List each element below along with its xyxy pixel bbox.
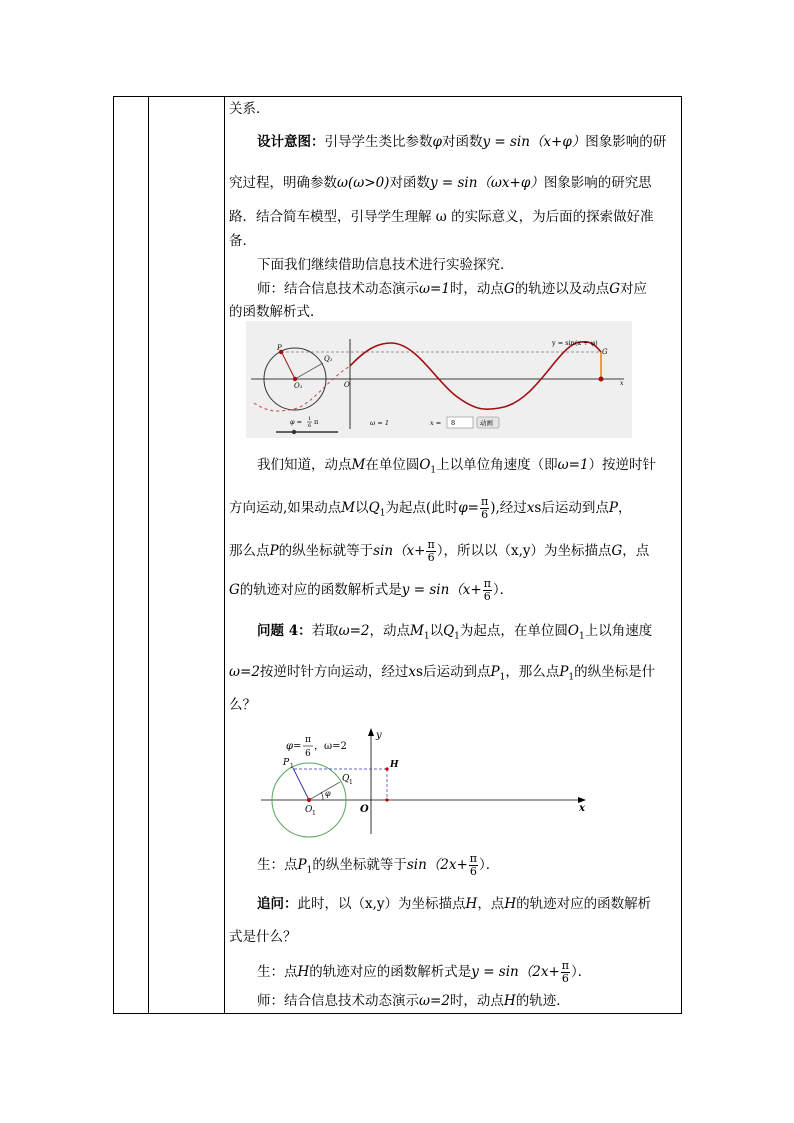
text: 若取: [311, 623, 339, 639]
text: ，点: [477, 896, 505, 912]
text: ）按逆时针: [588, 457, 657, 473]
fig2-label-H: H: [390, 760, 399, 770]
math: ）: [436, 543, 444, 559]
text: 的纵坐标就等于: [278, 543, 374, 559]
text: 图象影响的研: [585, 134, 667, 150]
fig2-y-arrow: [368, 728, 374, 736]
paragraph-line-4: [229, 578, 681, 603]
text: 上以角速度: [584, 623, 653, 639]
math: O: [419, 457, 431, 473]
text: 图象影响的研究思: [543, 175, 652, 191]
math: H: [504, 896, 517, 912]
design-intent-label: 设计意图：: [257, 134, 325, 150]
paragraph-line-3: [229, 539, 681, 564]
frac-num: π: [483, 577, 491, 590]
frac-den: 6: [481, 508, 489, 521]
design-intent-line-3: [229, 207, 681, 227]
math: Q: [443, 623, 455, 639]
fig2-omega: ，ω=2: [314, 741, 347, 752]
text: 备．: [229, 233, 256, 249]
fig2-label-O: O: [360, 804, 369, 815]
text: 按逆时针方向运动，经过: [259, 664, 409, 680]
point-G: [599, 377, 604, 382]
label-x: x: [620, 380, 624, 387]
fig2-label-Q1: Q: [342, 774, 350, 784]
text: 关系．: [229, 101, 270, 117]
subscript: 1: [423, 631, 430, 642]
math: P: [608, 500, 618, 516]
frac-num: π: [427, 538, 435, 551]
math: x: [526, 500, 535, 516]
text: 的轨迹．: [515, 993, 570, 1009]
text: 师：结合信息技术动态演示: [257, 281, 419, 297]
frac-num: π: [469, 852, 478, 865]
math: P: [559, 664, 569, 680]
label-P: P: [277, 344, 282, 352]
text: 引导学生类比参数: [324, 134, 433, 150]
math: H: [503, 993, 516, 1009]
math: ）．: [492, 582, 514, 598]
subscript: 1: [568, 672, 575, 683]
text: 上以单位角速度（即: [436, 457, 558, 473]
text-line-6: [229, 255, 709, 275]
math: ω=1: [557, 457, 589, 473]
text: 以: [429, 623, 444, 639]
text: 在单位圆: [365, 457, 420, 473]
fig2-label-O1-sub: 1: [312, 810, 316, 817]
fig2-radius-P1: [293, 768, 309, 800]
teacher-line-final: [229, 991, 709, 1011]
text: 方向运动,如果动点: [229, 500, 342, 516]
text: 的函数解析式．: [229, 304, 324, 320]
label-O: O: [344, 381, 350, 389]
text: 的轨迹对应的函数解析式是: [309, 964, 472, 980]
text-line-8: [229, 302, 681, 322]
text: 我们知道，动点: [257, 457, 352, 473]
text: ，: [617, 500, 632, 516]
math: G: [229, 582, 240, 598]
fraction-pi-6: [480, 496, 489, 521]
text: 时，动点: [449, 993, 504, 1009]
text: 式是什么？: [229, 929, 297, 945]
math: sin（2x+: [406, 857, 468, 873]
text: 为起点(此时: [385, 500, 459, 516]
text: 生：点: [257, 857, 298, 873]
frac-num: π: [480, 495, 489, 508]
text: 对函数: [389, 175, 430, 191]
fig2-label-y: y: [376, 730, 382, 741]
math: M: [351, 457, 366, 473]
frac-num: π: [561, 959, 569, 972]
math: P: [490, 664, 500, 680]
label-Q1: Q₁: [324, 355, 333, 363]
math: ω=2: [229, 664, 260, 680]
fig2-point-H-foot: [385, 798, 388, 801]
text: 师：结合信息技术动态演示: [257, 993, 419, 1009]
omega-label: ω = 1: [370, 419, 390, 427]
text: 么？: [229, 697, 256, 713]
math: H: [465, 896, 478, 912]
question-4-line-2: [229, 662, 681, 688]
text: 以: [355, 500, 369, 516]
paragraph-line-1: [229, 455, 709, 481]
fraction-pi-6: [483, 578, 492, 603]
math: φ: [432, 134, 442, 150]
label-O1: O₁: [294, 382, 303, 390]
question-4-label: 问题 4：: [257, 623, 312, 639]
text: 生：点: [257, 964, 298, 980]
math: ）．: [479, 857, 500, 873]
text: s后运动到点: [416, 664, 491, 680]
phi-pi: π: [314, 418, 319, 426]
phi-slider-handle[interactable]: [292, 430, 296, 434]
figure-circle-omega-2: [256, 722, 596, 842]
math: y = sin（x+: [401, 582, 482, 598]
label-G: G: [602, 348, 608, 356]
math: G: [609, 281, 621, 297]
question-4-line-1: [229, 621, 709, 647]
paragraph-line-2: [229, 496, 681, 524]
subscript: 1: [306, 865, 313, 876]
math: G: [611, 543, 623, 559]
subscript: 1: [379, 508, 386, 519]
text: 的纵坐标是什: [574, 664, 656, 680]
follow-up-line-2: [229, 927, 681, 947]
fraction-pi-6: [469, 853, 478, 878]
text: ，动点: [369, 623, 411, 639]
text: 的轨迹以及动点: [514, 281, 610, 297]
frac-den: 6: [427, 551, 435, 564]
fig2-phi-num: π: [305, 735, 311, 745]
fig2-label-O1: O: [305, 805, 313, 815]
text: ，点: [622, 543, 650, 559]
text: 此时，以（x,y）为坐标描点: [297, 896, 466, 912]
math: y = sin（2x+: [471, 964, 560, 980]
subscript: 1: [454, 631, 460, 642]
phi-den: 6: [308, 423, 312, 429]
follow-up-label: 追问：: [257, 896, 298, 912]
math: H: [297, 964, 310, 980]
text: 时，动点: [449, 281, 504, 297]
text: s后运动到点: [534, 500, 609, 516]
phi-label: φ =: [290, 418, 303, 426]
math: ω(ω>0): [337, 175, 390, 191]
question-4-line-3: [229, 695, 681, 715]
math: O: [567, 623, 579, 639]
text-line-7: [229, 279, 709, 299]
text: ),经过: [490, 500, 527, 516]
fig2-phi-den: 6: [305, 749, 311, 759]
math: ω=2: [338, 623, 370, 639]
text: 对函数: [441, 134, 483, 150]
math: y = sin（x+φ）: [482, 134, 586, 150]
text-line-1: [229, 99, 681, 119]
math: M: [341, 500, 356, 516]
fig2-label-P1-sub: 1: [290, 763, 294, 770]
text: 那么点: [229, 543, 270, 559]
subscript: 1: [430, 465, 437, 476]
text: 下面我们继续借助信息技术进行实验探究．: [257, 257, 514, 273]
text: 的轨迹对应的函数解析式是: [239, 582, 402, 598]
math: G: [503, 281, 515, 297]
frac-den: 6: [469, 865, 477, 878]
text: 路．结合简车模型，引导学生理解 ω 的实际意义，为后面的探索做好准: [229, 209, 654, 225]
phi-num: 1: [308, 416, 312, 422]
math: P: [269, 543, 279, 559]
follow-up-line-1: [229, 894, 709, 914]
fig2-label-P1: P: [283, 758, 290, 768]
x-input-label: x =: [430, 419, 442, 427]
text: 的轨迹对应的函数解析: [516, 896, 652, 912]
frac-den: 6: [483, 590, 491, 603]
fraction-pi-6: [426, 539, 435, 564]
table-top-border: [113, 96, 682, 97]
x-input-value: 8: [451, 419, 456, 427]
text: 的纵坐标就等于: [312, 857, 407, 873]
subscript: 1: [578, 631, 585, 642]
figure-sine-animation: [246, 321, 632, 438]
subscript: 1: [499, 672, 506, 683]
math: y = sin（ωx+φ）: [429, 175, 544, 191]
frac-den: 6: [561, 972, 569, 985]
design-intent-line-4: [229, 231, 681, 251]
fig2-label-Q1-sub: 1: [349, 779, 353, 786]
math: M: [410, 623, 424, 639]
fig2-point-H: [385, 767, 388, 770]
design-intent-line-2: [229, 173, 681, 193]
text: ，所以以（x,y）为坐标描点: [443, 543, 612, 559]
fig2-label-phi: φ: [325, 789, 331, 798]
table-col-line-3: [224, 96, 225, 1014]
text: 对应: [620, 281, 648, 297]
fig2-point-O1: [307, 798, 311, 802]
math: ）．: [571, 964, 592, 980]
design-intent-line-1: [229, 132, 709, 152]
student-answer-1: [229, 853, 709, 881]
text: 究过程，明确参数: [229, 175, 337, 191]
math: x: [408, 664, 417, 680]
table-col-line-2: [148, 96, 149, 1014]
fraction-pi-6: [561, 960, 570, 985]
math: Q: [368, 500, 380, 516]
table-col-line-1: [113, 96, 114, 1014]
math: φ=: [458, 500, 479, 516]
table-bottom-border: [113, 1013, 682, 1014]
text: 为起点，在单位圆: [459, 623, 568, 639]
curve-label: y = sin(x + φ): [552, 339, 598, 347]
math: ω=1: [419, 281, 450, 297]
fig2-phi-eq: φ=: [286, 741, 302, 752]
student-answer-2: [229, 960, 709, 985]
point-O1: [293, 377, 297, 381]
text: ，那么点: [505, 664, 560, 680]
math: P: [297, 857, 307, 873]
fig2-label-x: x: [579, 803, 585, 814]
animate-button-label: 动画: [480, 419, 493, 427]
math: ω=2: [419, 993, 450, 1009]
math: sin（x+: [373, 543, 426, 559]
